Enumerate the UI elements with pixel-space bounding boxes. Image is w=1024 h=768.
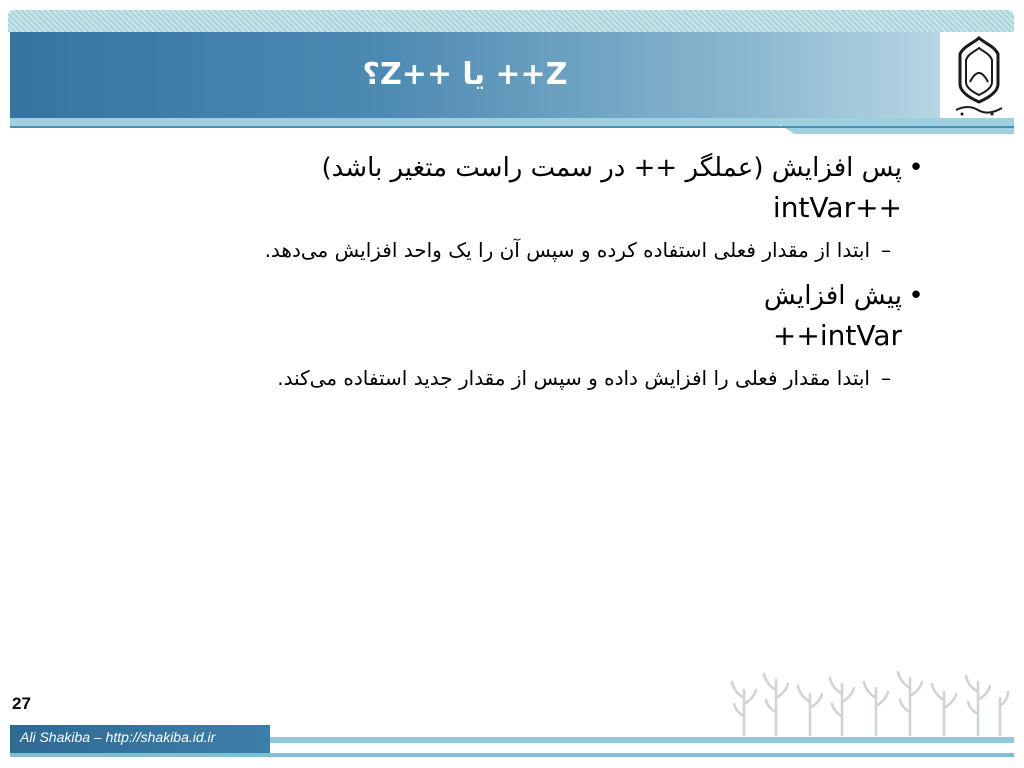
sub-bullet-text: ابتدا مقدار فعلی را افزایش داده و سپس از مقدار جدید استفاده می‌کند. — [277, 366, 870, 390]
sub-bullet-item — [180, 234, 930, 266]
slide-title: Z++ یا ++Z؟ — [362, 56, 568, 92]
bullet-marker: • — [908, 281, 924, 311]
university-logo-icon — [948, 34, 1010, 118]
page-number: 27 — [12, 694, 31, 713]
bullet-text: پیش افزایش — [763, 281, 902, 311]
footer-accent-line — [270, 737, 1014, 743]
title-divider — [10, 126, 1014, 128]
sub-bullet-marker: – — [881, 238, 891, 262]
bullet-marker: • — [908, 153, 924, 183]
sub-bullet-marker: – — [881, 366, 891, 390]
bullet-item — [180, 276, 930, 356]
code-snippet: intVar++ — [772, 191, 902, 224]
title-underline — [10, 118, 780, 126]
slide-content — [180, 148, 930, 404]
plants-decoration-icon — [730, 668, 1010, 736]
code-snippet: ++intVar — [772, 319, 902, 352]
footer-credit: Ali Shakiba – http://shakiba.id.ir — [20, 729, 216, 745]
bullet-item — [180, 148, 930, 228]
bullet-text: پس افزایش (عملگر ++ در سمت راست متغیر باشد) — [321, 153, 902, 183]
sub-bullet-item — [180, 362, 930, 394]
sub-bullet-text: ابتدا از مقدار فعلی استفاده کرده و سپس آن را یک واحد افزایش می‌دهد. — [264, 238, 870, 262]
top-pattern-stripe — [8, 10, 1014, 32]
footer-bottom-line — [10, 753, 1014, 757]
